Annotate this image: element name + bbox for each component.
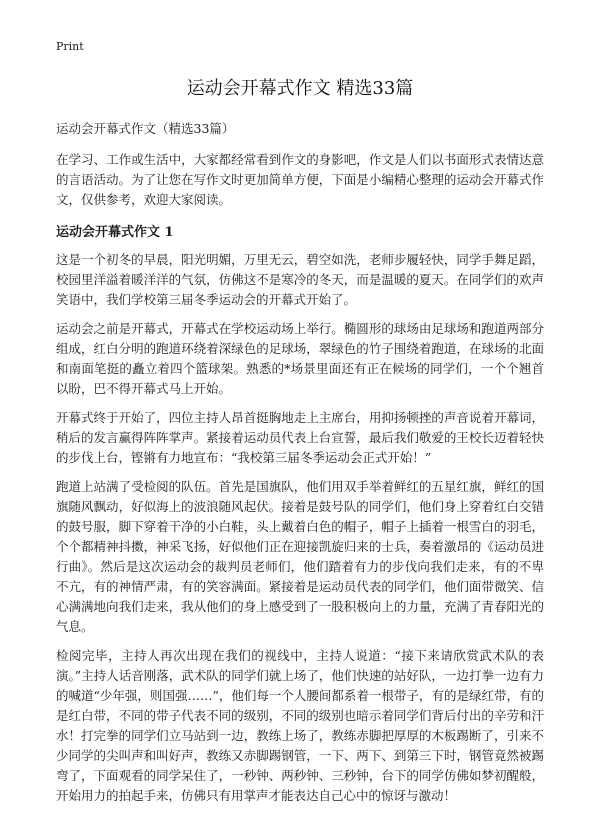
body-paragraph: 这是一个初冬的早晨，阳光明媚，万里无云，碧空如洗，老师步履轻快，同学手舞足蹈，校园里洋溢着暖洋洋的气氛，仿佛这不是寒冷的冬天，而是温暖的夏天。在同学们的欢声笑语中，我们学校第三届冬季运动会的开幕式开始了。 [56,252,544,307]
body-paragraph: 开幕式终于开始了，四位主持人昂首挺胸地走上主席台，用抑扬顿挫的声音说着开幕词，稍后的发言赢得阵阵掌声。紧接着运动员代表上台宣誓，最后我们敬爱的王校长迈着轻快的步伐上台，铿锵有力地宣布：“我校第三届冬季运动会正式开始！” [56,410,544,465]
section-heading: 运动会开幕式作文 1 [56,225,174,240]
body-paragraph: 跑道上站满了受检阅的队伍。首先是国旗队，他们用双手举着鲜红的五星红旗，鲜红的国旗随风飘动，好似海上的波浪随风起伏。接着是鼓号队的同学们，他们身上穿着红白交错的鼓号服，脚下穿着干净的小白鞋，头上戴着白色的帽子，帽子上插着一根雪白的羽毛，个个都精神抖擞，神采飞扬，好似他们正在迎接凯旋归来的士兵，奏着激昂的《运动员进行曲》。然后是这次运动会的裁判员老师们，他们踏着有力的步伐向我们走来，有的不卑不亢，有的神情严肃，有的笑容满面。紧接着是运动员代表的同学们，他们面带微笑、信心满满地向我们走来，我从他们的身上感受到了一股积极向上的力量，充满了青春阳光的气息。 [56,479,544,634]
body-paragraph: 运动会之前是开幕式，开幕式在学校运动场上举行。椭圆形的球场由足球场和跑道两部分组成，红白分明的跑道环绕着深绿色的足球场，翠绿色的竹子围绕着跑道，在球场的北面和南面笔挺的矗立着四个篮球架。熟悉的*场景里面还有正在候场的同学们，一个个翘首以盼，巴不得开幕式马上开始。 [56,321,544,396]
document-subtitle: 运动会开幕式作文（精选33篇） [56,121,235,136]
document-page [56,40,544,815]
document-title: 运动会开幕式作文 精选33篇 [186,78,414,99]
print-label: Print [56,40,84,53]
body-paragraph: 检阅完毕，主持人再次出现在我们的视线中，主持人说道：“接下来请欣赏武术队的表演。”主持人话音刚落，武术队的同学们就上场了，他们快速的站好队，一边打拳一边有力的喊道“少年强，则国强……”，他们每一个人腰间都系着一根带子，有的是绿红带，有的是红白带，不同的带子代表不同的级别，不同的级别也暗示着同学们背后付出的辛劳和汗水！打完拳的同学们立马站到一边，教练上场了，教练赤脚把厚厚的木板踢断了，引来不少同学的尖叫声和叫好声，教练又赤脚踢钢管，一下、两下、到第三下时，钢管竟然被踢弯了，下面观看的同学呆住了，一秒钟、两秒钟、三秒钟，台下的同学仿佛如梦初醒般，开始用力的拍起手来，仿佛只有用掌声才能表达自己心中的惊讶与激动！ [56,648,544,803]
intro-paragraph: 在学习、工作或生活中，大家都经常看到作文的身影吧，作文是人们以书面形式表情达意的言语活动。为了让您在写作文时更加简单方便，下面是小编精心整理的运动会开幕式作文，仅供参考，欢迎大家阅读。 [56,152,544,207]
